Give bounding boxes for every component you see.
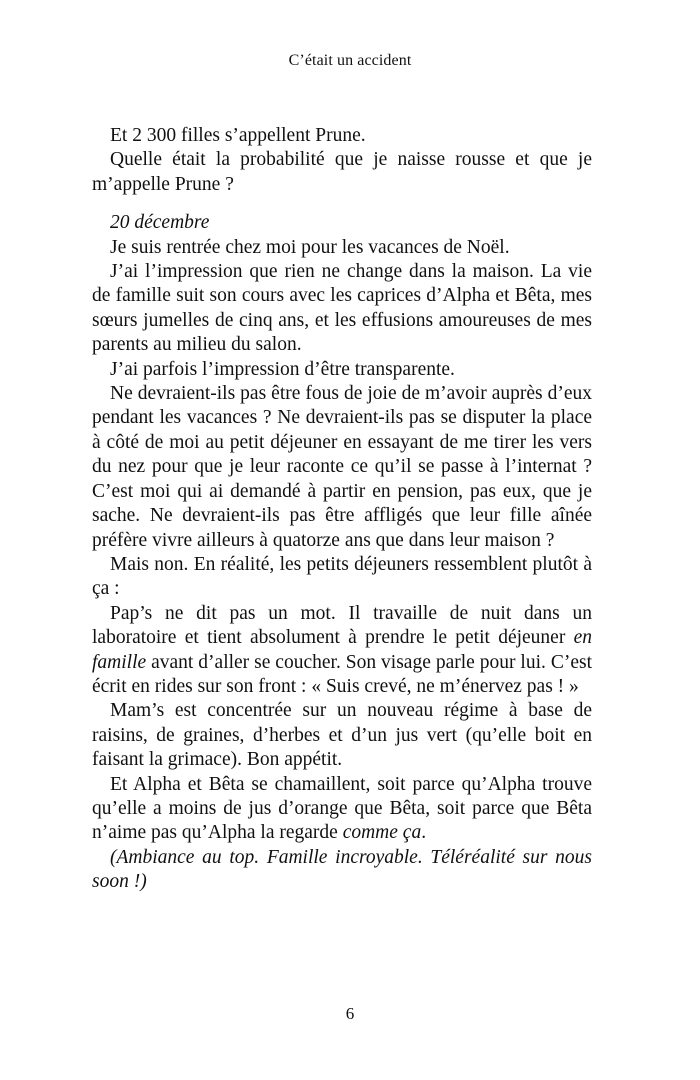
paragraph: Je suis rentrée chez moi pour les vacances de Noël. xyxy=(110,236,510,258)
paragraph xyxy=(92,602,592,700)
paragraph: Et 2 300 filles s’appellent Prune. xyxy=(110,125,366,146)
page-number: 6 xyxy=(345,1004,355,1023)
paragraph: Ne devraient-ils pas être fous de joie de m’avoir auprès d’eux pendant les vacances ? Ne devraient-ils pas se disputer la place à côté de moi au petit déjeuner en essayant de me tirer les vers du nez pour que je leur raconte ce qu’il se passe à l’internat ? C’est moi qui ai demandé à partir en pension, pas eux, que je sache. Ne devraient-ils pas être affligés que leur fille aînée préfère vivre ailleurs à quatorze ans que dans leur maison ? xyxy=(92,383,592,551)
page-body xyxy=(92,124,592,895)
paragraph xyxy=(92,773,592,846)
running-head-title: C’était un accident xyxy=(288,52,412,69)
paragraph: Mam’s est concentrée sur un nouveau régime à base de raisins, de graines, d’herbes et d’un jus vert (qu’elle boit en faisant la grimace). Bon appétit. xyxy=(92,700,592,771)
paragraph-text: Et Alpha et Bêta se chamaillent, soit parce qu’Alpha trouve qu’elle a moins de jus d’orange que Bêta, soit parce que Bêta n’aime pas qu’Alpha la regarde xyxy=(92,773,592,844)
diary-date-heading: 20 décembre xyxy=(110,212,210,234)
paragraph-text: . xyxy=(421,822,427,844)
paragraph-text: Pap’s ne dit pas un mot. Il travaille de nuit dans un laboratoire et tient absolument à prendre le petit déjeuner xyxy=(92,602,592,649)
paragraph: J’ai l’impression que rien ne change dans la maison. La vie de famille suit son cours avec les caprices d’Alpha et Bêta, mes sœurs jumelles de cinq ans, et les effusions amoureuses de mes parents au milieu du salon. xyxy=(92,261,592,356)
paragraph: Mais non. En réalité, les petits déjeuners ressemblent plutôt à ça : xyxy=(92,553,592,600)
emphasized-text: en famille xyxy=(92,627,592,673)
paragraph: Quelle était la probabilité que je naisse rousse et que je m’appelle Prune ? xyxy=(92,149,592,195)
emphasized-text: comme ça xyxy=(342,822,422,844)
paragraph-text: avant d’aller se coucher. Son visage parle pour lui. C’est écrit en rides sur son front : « Suis crevé, ne m’énervez pas ! » xyxy=(92,651,592,697)
paragraph: J’ai parfois l’impression d’être transparente. xyxy=(110,358,455,380)
italic-aside-paragraph: (Ambiance au top. Famille incroyable. Téléréalité sur nous soon !) xyxy=(92,846,592,893)
